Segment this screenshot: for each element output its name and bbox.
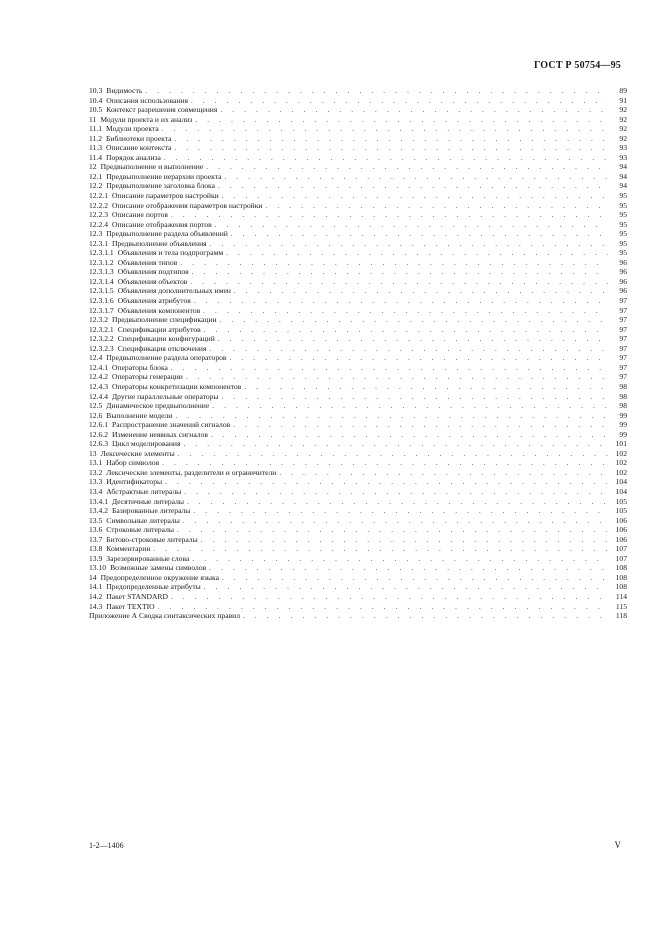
toc-entry bbox=[89, 344, 627, 354]
toc-entry-page: 95 bbox=[619, 229, 627, 239]
toc-entry-title: Контекст разрешения совмещения bbox=[106, 105, 218, 115]
toc-entry bbox=[89, 172, 627, 182]
toc-entry-title: Объявления типов bbox=[117, 257, 178, 267]
toc-entry-page: 94 bbox=[619, 162, 627, 172]
toc-entry-page: 97 bbox=[619, 305, 627, 315]
toc-entry-page: 104 bbox=[615, 486, 627, 496]
toc-entry-page: 96 bbox=[619, 286, 627, 296]
toc-entry bbox=[89, 134, 627, 144]
toc-entry-number: 12.5 bbox=[89, 401, 103, 411]
toc-entry-number: 11.4 bbox=[89, 152, 103, 162]
toc-entry-number: 11 bbox=[89, 114, 97, 124]
toc-entry bbox=[89, 210, 627, 220]
toc-entry-number: 12.3.1.5 bbox=[89, 286, 114, 296]
toc-entry-title: Динамическое предвыполнение bbox=[106, 401, 210, 411]
dot-leader bbox=[190, 278, 608, 287]
toc-entry-number: 10.5 bbox=[89, 105, 103, 115]
dot-leader bbox=[192, 268, 608, 277]
toc-entry-number: 12.3.1 bbox=[89, 238, 108, 248]
dot-leader bbox=[204, 583, 608, 592]
dot-leader bbox=[175, 135, 609, 144]
toc-entry bbox=[89, 162, 627, 172]
toc-entry-title: Описание параметров настройки bbox=[111, 191, 219, 201]
toc-entry-number: 12.6.2 bbox=[89, 429, 108, 439]
toc-entry bbox=[89, 296, 627, 306]
toc-entry-title: Пакет TEXTIO bbox=[106, 601, 155, 611]
toc-entry-number: 12.4.1 bbox=[89, 362, 108, 372]
dot-leader bbox=[218, 182, 608, 191]
toc-entry-page: 97 bbox=[619, 315, 627, 325]
toc-entry-title: Описание контекста bbox=[106, 143, 172, 153]
dot-leader bbox=[209, 564, 608, 573]
toc-entry-title: Спецификации атрибутов bbox=[117, 324, 201, 334]
toc-entry-title: Десятичные литералы bbox=[111, 496, 184, 506]
toc-entry-number: 13.8 bbox=[89, 544, 103, 554]
dot-leader bbox=[171, 211, 608, 220]
toc-entry bbox=[89, 325, 627, 335]
toc-entry-title: Модули проекта bbox=[106, 124, 159, 134]
toc-entry-page: 92 bbox=[619, 114, 627, 124]
dot-leader bbox=[162, 125, 608, 134]
toc-entry-title: Пакет STANDARD bbox=[106, 591, 168, 601]
toc-entry bbox=[89, 458, 627, 468]
toc-entry-title: Символьные литералы bbox=[106, 515, 180, 525]
toc-entry-number: 13.9 bbox=[89, 553, 103, 563]
toc-entry-title: Описание отображения параметров настройки bbox=[111, 200, 263, 210]
toc-entry-number: 12.6 bbox=[89, 410, 103, 420]
toc-entry-number: 12.3 bbox=[89, 229, 103, 239]
toc-entry bbox=[89, 487, 627, 497]
dot-leader bbox=[243, 612, 608, 621]
toc-entry-number: 11.2 bbox=[89, 133, 103, 143]
toc-entry bbox=[89, 201, 627, 211]
dot-leader bbox=[171, 364, 608, 373]
toc-entry-title: Предвыполнение и выполнение bbox=[100, 162, 204, 172]
toc-entry-title: Изменение неявных сигналов bbox=[111, 429, 208, 439]
toc-entry-number: 14 bbox=[89, 572, 97, 582]
toc-entry bbox=[89, 554, 627, 564]
toc-entry-title: Предвыполнение раздела объявлений bbox=[106, 229, 228, 239]
toc-entry-title: Возможные замены символов bbox=[110, 563, 207, 573]
toc-entry bbox=[89, 506, 627, 516]
toc-entry bbox=[89, 334, 627, 344]
dot-leader bbox=[184, 488, 608, 497]
dot-leader bbox=[222, 574, 608, 583]
dot-leader bbox=[220, 106, 608, 115]
toc-entry-title: Битово-строковые литералы bbox=[106, 534, 198, 544]
toc-entry-page: 106 bbox=[615, 515, 627, 525]
toc-entry bbox=[89, 449, 627, 459]
toc-entry-title: Комментарии bbox=[106, 544, 151, 554]
dot-leader bbox=[153, 545, 608, 554]
toc-entry-number: 14.2 bbox=[89, 591, 103, 601]
toc-entry-title: Приложение А Сводка синтаксических правил bbox=[89, 611, 241, 621]
toc-entry-title: Объявления компонентов bbox=[117, 305, 201, 315]
toc-entry-title: Другие параллельные операторы bbox=[111, 391, 219, 401]
toc-entry-number: 12.3.1.7 bbox=[89, 305, 114, 315]
toc-entry bbox=[89, 181, 627, 191]
dot-leader bbox=[231, 230, 608, 239]
toc-entry bbox=[89, 315, 627, 325]
dot-leader bbox=[165, 478, 608, 487]
dot-leader bbox=[279, 469, 608, 478]
dot-leader bbox=[230, 354, 609, 363]
toc-entry-number: 10.3 bbox=[89, 86, 103, 95]
table-of-contents bbox=[89, 86, 627, 621]
toc-entry-page: 96 bbox=[619, 267, 627, 277]
dot-leader bbox=[209, 345, 608, 354]
toc-entry-title: Объявления объектов bbox=[117, 276, 188, 286]
toc-entry bbox=[89, 430, 627, 440]
toc-entry-number: 13 bbox=[89, 448, 97, 458]
dot-leader bbox=[178, 450, 608, 459]
toc-entry-title: Предвыполнение иерархии проекта bbox=[106, 171, 222, 181]
toc-entry bbox=[89, 563, 627, 573]
sheet-mark: 1-2—1406 bbox=[89, 841, 124, 850]
dot-leader bbox=[210, 240, 608, 249]
dot-leader bbox=[191, 97, 608, 106]
toc-entry bbox=[89, 382, 627, 392]
toc-entry-number: 12.3.2.2 bbox=[89, 334, 114, 344]
toc-entry-number: 13.4.2 bbox=[89, 506, 108, 516]
toc-entry-title: Предопределенные атрибуты bbox=[106, 582, 201, 592]
dot-leader bbox=[171, 593, 608, 602]
toc-entry-number: 13.4 bbox=[89, 486, 103, 496]
toc-entry bbox=[89, 267, 627, 277]
toc-entry bbox=[89, 248, 627, 258]
toc-entry-page: 94 bbox=[619, 181, 627, 191]
toc-entry-page: 105 bbox=[615, 496, 627, 506]
toc-entry-page: 99 bbox=[619, 410, 627, 420]
toc-entry-number: 12.2.4 bbox=[89, 219, 108, 229]
toc-entry-number: 12.1 bbox=[89, 171, 103, 181]
toc-entry bbox=[89, 544, 627, 554]
toc-entry-number: 14.1 bbox=[89, 582, 103, 592]
toc-entry-title: Спецификация отключения bbox=[117, 343, 207, 353]
dot-leader bbox=[211, 431, 608, 440]
toc-entry-title: Описание портов bbox=[111, 210, 168, 220]
toc-entry bbox=[89, 439, 627, 449]
toc-entry-number: 13.7 bbox=[89, 534, 103, 544]
toc-entry bbox=[89, 468, 627, 478]
toc-entry-title: Предопределенное окружение языка bbox=[100, 572, 219, 582]
dot-leader bbox=[201, 536, 608, 545]
toc-entry-number: 13.6 bbox=[89, 525, 103, 535]
toc-entry-page: 97 bbox=[619, 372, 627, 382]
toc-entry-page: 97 bbox=[619, 296, 627, 306]
toc-entry-title: Предвыполнение раздела операторов bbox=[106, 353, 227, 363]
toc-entry-title: Выполнение модели bbox=[106, 410, 173, 420]
dot-leader bbox=[225, 173, 609, 182]
dot-leader bbox=[186, 373, 608, 382]
toc-entry-title: Операторы генерации bbox=[111, 372, 183, 382]
dot-leader bbox=[183, 517, 608, 526]
toc-entry-title: Операторы конкретизации компонентов bbox=[111, 381, 242, 391]
toc-entry-number: 12.3.1.3 bbox=[89, 267, 114, 277]
toc-entry-title: Абстрактные литералы bbox=[106, 486, 182, 496]
toc-entry-page: 99 bbox=[619, 429, 627, 439]
document-code: ГОСТ Р 50754—95 bbox=[533, 60, 621, 71]
toc-entry-page: 97 bbox=[619, 362, 627, 372]
toc-entry bbox=[89, 411, 627, 421]
toc-entry-title: Операторы блока bbox=[111, 362, 168, 372]
toc-entry-page: 95 bbox=[619, 248, 627, 258]
toc-entry-page: 96 bbox=[619, 257, 627, 267]
toc-entry-number: 12 bbox=[89, 162, 97, 172]
toc-entry-page: 97 bbox=[619, 353, 627, 363]
dot-leader bbox=[177, 526, 608, 535]
toc-entry-number: 12.2.3 bbox=[89, 210, 108, 220]
toc-entry bbox=[89, 535, 627, 545]
toc-entry-number: 12.3.1.6 bbox=[89, 296, 114, 306]
toc-entry-page: 107 bbox=[615, 544, 627, 554]
dot-leader bbox=[222, 192, 608, 201]
dot-leader bbox=[206, 163, 608, 172]
toc-entry-number: 11.3 bbox=[89, 143, 103, 153]
toc-entry-number: 12.3.1.4 bbox=[89, 276, 114, 286]
toc-entry-number: 12.3.2.1 bbox=[89, 324, 114, 334]
toc-entry-number: 10.4 bbox=[89, 95, 103, 105]
toc-entry-number: 12.6.3 bbox=[89, 439, 108, 449]
toc-entry-page: 98 bbox=[619, 381, 627, 391]
toc-entry bbox=[89, 582, 627, 592]
toc-entry-page: 95 bbox=[619, 191, 627, 201]
toc-entry-page: 92 bbox=[619, 124, 627, 134]
toc-entry-number: 12.4.3 bbox=[89, 381, 108, 391]
dot-leader bbox=[195, 116, 608, 125]
toc-entry bbox=[89, 229, 627, 239]
toc-entry-page: 93 bbox=[619, 143, 627, 153]
toc-entry bbox=[89, 239, 627, 249]
toc-entry-number: 13.1 bbox=[89, 458, 103, 468]
toc-entry-page: 102 bbox=[615, 458, 627, 468]
toc-entry-number: 12.2.2 bbox=[89, 200, 108, 210]
toc-entry bbox=[89, 277, 627, 287]
dot-leader bbox=[212, 402, 608, 411]
toc-entry bbox=[89, 477, 627, 487]
toc-entry bbox=[89, 306, 627, 316]
toc-entry bbox=[89, 353, 627, 363]
dot-leader bbox=[164, 154, 608, 163]
toc-entry bbox=[89, 363, 627, 373]
dot-leader bbox=[192, 555, 608, 564]
toc-entry bbox=[89, 401, 627, 411]
toc-entry-page: 108 bbox=[615, 563, 627, 573]
toc-entry-title: Видимость bbox=[106, 86, 143, 95]
toc-entry-number: 12.4 bbox=[89, 353, 103, 363]
toc-entry-page: 106 bbox=[615, 534, 627, 544]
toc-entry bbox=[89, 420, 627, 430]
toc-entry bbox=[89, 86, 627, 96]
toc-entry-page: 93 bbox=[619, 152, 627, 162]
toc-entry-page: 92 bbox=[619, 105, 627, 115]
toc-entry-title: Спецификации конфигураций bbox=[117, 334, 215, 344]
toc-entry bbox=[89, 258, 627, 268]
toc-entry-number: 13.3 bbox=[89, 477, 103, 487]
toc-entry-title: Предвыполнение спецификации bbox=[111, 315, 217, 325]
dot-leader bbox=[203, 307, 608, 316]
toc-entry bbox=[89, 611, 627, 621]
toc-entry-page: 98 bbox=[619, 391, 627, 401]
dot-leader bbox=[175, 412, 608, 421]
dot-leader bbox=[233, 421, 608, 430]
toc-entry bbox=[89, 105, 627, 115]
toc-entry-number: 11.1 bbox=[89, 124, 103, 134]
dot-leader bbox=[215, 221, 608, 230]
toc-entry-number: 12.6.1 bbox=[89, 420, 108, 430]
toc-entry bbox=[89, 96, 627, 106]
dot-leader bbox=[194, 297, 608, 306]
dot-leader bbox=[174, 144, 608, 153]
toc-entry-title: Лексические элементы bbox=[100, 448, 175, 458]
toc-entry-page: 89 bbox=[619, 86, 627, 95]
dot-leader bbox=[183, 440, 608, 449]
dot-leader bbox=[266, 202, 609, 211]
dot-leader bbox=[204, 326, 608, 335]
toc-entry-page: 91 bbox=[619, 95, 627, 105]
toc-entry bbox=[89, 115, 627, 125]
toc-entry-title: Предвыполнение объявления bbox=[111, 238, 207, 248]
toc-entry bbox=[89, 286, 627, 296]
toc-entry-page: 102 bbox=[615, 467, 627, 477]
toc-entry-number: 12.2.1 bbox=[89, 191, 108, 201]
toc-entry bbox=[89, 592, 627, 602]
toc-entry-page: 97 bbox=[619, 343, 627, 353]
page-number-roman: V bbox=[614, 840, 621, 850]
toc-entry-number: 13.5 bbox=[89, 515, 103, 525]
toc-entry-page: 102 bbox=[615, 448, 627, 458]
toc-entry-title: Набор символов bbox=[106, 458, 160, 468]
toc-entry-title: Базированные литералы bbox=[111, 506, 191, 516]
dot-leader bbox=[187, 498, 608, 507]
toc-entry-number: 12.3.1.1 bbox=[89, 248, 114, 258]
toc-entry bbox=[89, 516, 627, 526]
toc-entry-title: Описание отображения портов bbox=[111, 219, 212, 229]
toc-entry-page: 95 bbox=[619, 200, 627, 210]
toc-entry-page: 97 bbox=[619, 324, 627, 334]
toc-entry-title: Цикл моделирования bbox=[111, 439, 181, 449]
toc-entry-number: 13.2 bbox=[89, 467, 103, 477]
toc-entry-page: 96 bbox=[619, 276, 627, 286]
toc-entry bbox=[89, 153, 627, 163]
toc-entry-page: 98 bbox=[619, 401, 627, 411]
toc-entry bbox=[89, 497, 627, 507]
toc-entry bbox=[89, 124, 627, 134]
toc-entry-title: Зарезервированные слова bbox=[106, 553, 190, 563]
toc-entry bbox=[89, 220, 627, 230]
toc-entry-number: 14.3 bbox=[89, 601, 103, 611]
toc-entry bbox=[89, 525, 627, 535]
toc-entry bbox=[89, 602, 627, 612]
dot-leader bbox=[222, 393, 608, 402]
toc-entry-title: Модули проекта и их анализ bbox=[100, 114, 193, 124]
toc-entry-page: 114 bbox=[615, 591, 627, 601]
toc-entry-page: 108 bbox=[615, 572, 627, 582]
toc-entry-title: Объявления и тела подпрограмм bbox=[117, 248, 224, 258]
toc-entry-title: Описания использования bbox=[106, 95, 188, 105]
dot-leader bbox=[234, 287, 608, 296]
toc-entry-title: Предвыполнение заголовка блока bbox=[106, 181, 215, 191]
toc-entry bbox=[89, 372, 627, 382]
toc-entry-number: 12.2 bbox=[89, 181, 103, 191]
toc-entry-title: Библиотеки проекта bbox=[106, 133, 172, 143]
dot-leader bbox=[220, 316, 608, 325]
toc-entry-title: Объявления подтипов bbox=[117, 267, 189, 277]
toc-entry-page: 101 bbox=[615, 439, 627, 449]
toc-entry-title: Лексические элементы, разделители и ограничители bbox=[106, 467, 277, 477]
toc-entry-page: 97 bbox=[619, 334, 627, 344]
toc-entry bbox=[89, 191, 627, 201]
toc-entry-number: 12.3.2.3 bbox=[89, 343, 114, 353]
toc-entry-page: 104 bbox=[615, 477, 627, 487]
toc-entry-title: Объявления атрибутов bbox=[117, 296, 191, 306]
toc-entry-title: Порядок анализа bbox=[106, 152, 161, 162]
toc-entry bbox=[89, 392, 627, 402]
toc-entry-number: 12.3.1.2 bbox=[89, 257, 114, 267]
toc-entry-number: 13.4.1 bbox=[89, 496, 108, 506]
toc-entry-page: 108 bbox=[615, 582, 627, 592]
toc-entry-page: 95 bbox=[619, 238, 627, 248]
toc-entry-page: 99 bbox=[619, 420, 627, 430]
toc-entry-page: 118 bbox=[615, 611, 627, 621]
toc-entry-page: 107 bbox=[615, 553, 627, 563]
toc-entry-number: 13.10 bbox=[89, 563, 107, 573]
dot-leader bbox=[218, 335, 608, 344]
dot-leader bbox=[180, 259, 608, 268]
dot-leader bbox=[226, 249, 608, 258]
toc-entry-number: 12.3.2 bbox=[89, 315, 108, 325]
toc-entry bbox=[89, 143, 627, 153]
toc-entry bbox=[89, 573, 627, 583]
toc-entry-page: 95 bbox=[619, 210, 627, 220]
toc-entry-page: 115 bbox=[615, 601, 627, 611]
dot-leader bbox=[162, 459, 608, 468]
toc-entry-page: 95 bbox=[619, 219, 627, 229]
toc-entry-number: 12.4.2 bbox=[89, 372, 108, 382]
toc-entry-page: 92 bbox=[619, 133, 627, 143]
dot-leader bbox=[145, 87, 608, 96]
toc-entry-number: 12.4.4 bbox=[89, 391, 108, 401]
dot-leader bbox=[244, 383, 608, 392]
toc-entry-title: Строковые литералы bbox=[106, 525, 174, 535]
toc-entry-page: 94 bbox=[619, 171, 627, 181]
toc-entry-page: 105 bbox=[615, 506, 627, 516]
toc-entry-title: Распространение значений сигналов bbox=[111, 420, 231, 430]
toc-entry-page: 106 bbox=[615, 525, 627, 535]
dot-leader bbox=[158, 603, 608, 612]
toc-entry-title: Идентификаторы bbox=[106, 477, 163, 487]
dot-leader bbox=[193, 507, 608, 516]
toc-entry-title: Объявления дополнительных имен bbox=[117, 286, 231, 296]
